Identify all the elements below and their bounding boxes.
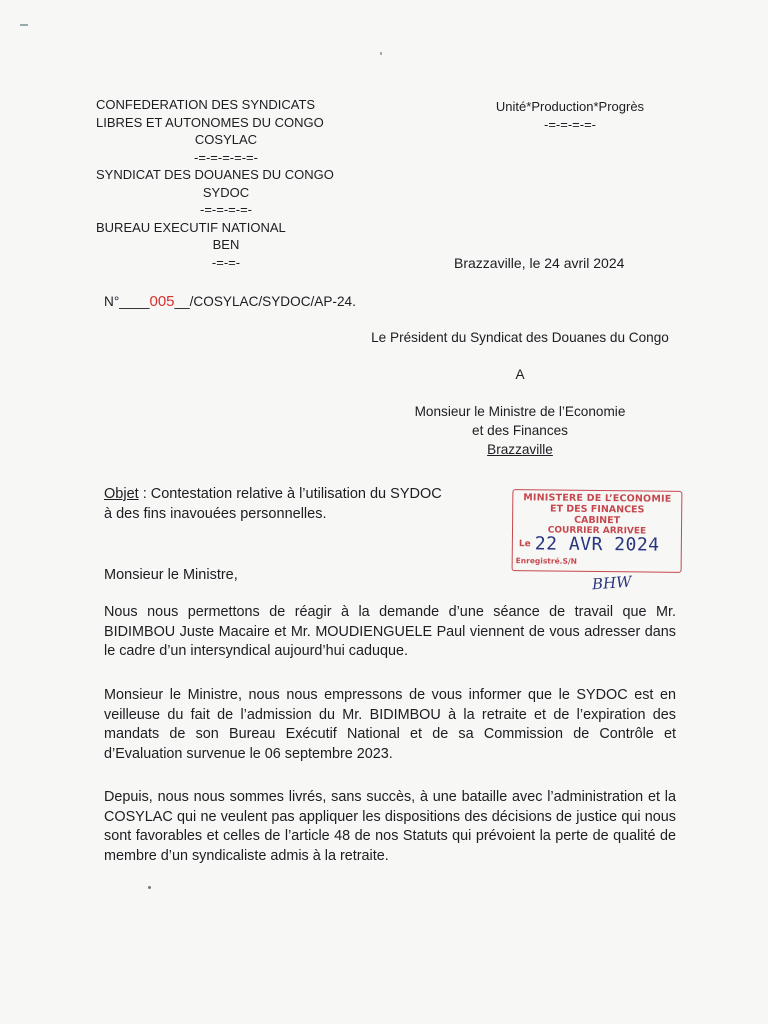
body-paragraph: Monsieur le Ministre, nous nous empressons de vous informer que le SYDOC est en veilleuse du fait de l’admission du Mr. BIDIMBOU à la retraite et de l’expiration des mandats de son Bureau Exécutif National et de sa Commission de Contrôle et d’Evaluation survenue le 06 septembre 2023. xyxy=(104,687,676,762)
separator: -=-=- xyxy=(211,254,241,270)
body-paragraph: Nous nous permettons de réagir à la demande d’une séance de travail que Mr. BIDIMBOU Juste Macaire et Mr. MOUDIENGUELE Paul viennent de vous adresser dans le cadre d’un intersyndical aujourd’hui caduque. xyxy=(104,604,676,659)
org-syndicate-name: SYNDICAT DES DOUANES DU CONGO xyxy=(96,167,334,182)
recipient-line1: Monsieur le Ministre de l’Economie xyxy=(414,404,626,419)
stamp-registration: Enregistré.S/N xyxy=(515,556,578,566)
letter-date: Brazzaville, le 24 avril 2024 xyxy=(454,255,625,271)
reference-suffix: __/COSYLAC/SYDOC/AP-24. xyxy=(174,294,356,309)
separator: -=-=-=-=-=- xyxy=(194,149,258,165)
separator: -=-=-=-=- xyxy=(199,202,252,217)
reference-number xyxy=(104,292,356,311)
stamp-date: 22 AVR 2024 xyxy=(534,533,660,556)
subject-label: Objet xyxy=(104,486,139,502)
org-confederation-line2: LIBRES ET AUTONOMES DU CONGO xyxy=(96,114,324,130)
org-bureau-name: BUREAU EXECUTIF NATIONAL xyxy=(96,219,286,235)
org-confederation-line1: CONFEDERATION DES SYNDICATS xyxy=(96,97,316,112)
scan-mark xyxy=(148,886,151,889)
body-paragraph: Depuis, nous nous sommes livrés, sans succès, à une bataille avec l’administration et la COSYLAC qui ne veulent pas appliquer les dispositions des décisions de justice qui nous sont favorables et celles de l’article 48 de nos Statuts qui prévoient la perte de qualité de membre d’un syndicaliste admis à la retraite. xyxy=(104,789,676,864)
reception-stamp xyxy=(512,489,683,573)
subject-line1: : Contestation relative à l’utilisation du SYDOC xyxy=(138,486,442,502)
recipient-city: Brazzaville xyxy=(487,442,553,457)
subject-block xyxy=(104,484,442,524)
scan-mark xyxy=(380,52,382,55)
letterhead-right xyxy=(470,98,670,133)
motto: Unité*Production*Progrès xyxy=(495,99,645,114)
reference-prefix: N°____ xyxy=(104,294,150,309)
handwritten-initials: BHW xyxy=(591,572,633,594)
scan-mark xyxy=(20,24,28,26)
stamp-line1: MINISTERE DE L’ECONOMIE xyxy=(523,492,672,505)
org-confederation-acronym: COSYLAC xyxy=(194,132,258,147)
recipient-block xyxy=(360,328,680,459)
letterhead-left xyxy=(96,96,356,271)
salutation: Monsieur le Ministre, xyxy=(104,567,238,583)
stamp-line4: COURRIER ARRIVEE xyxy=(547,525,647,537)
stamp-line2: ET DES FINANCES xyxy=(549,503,645,516)
recipient-line2: et des Finances xyxy=(472,423,568,438)
reference-handwritten-number: 005 xyxy=(149,293,175,310)
stamp-line3: CABINET xyxy=(574,514,621,527)
stamp-le: Le xyxy=(518,539,531,550)
subject-line2: à des fins inavouées personnelles. xyxy=(104,506,327,522)
sender-title: Le Président du Syndicat des Douanes du Congo xyxy=(371,330,669,345)
recipient-to: A xyxy=(515,367,525,382)
org-bureau-acronym: BEN xyxy=(212,237,240,252)
org-syndicate-acronym: SYDOC xyxy=(202,184,250,200)
separator: -=-=-=-=- xyxy=(543,116,596,132)
